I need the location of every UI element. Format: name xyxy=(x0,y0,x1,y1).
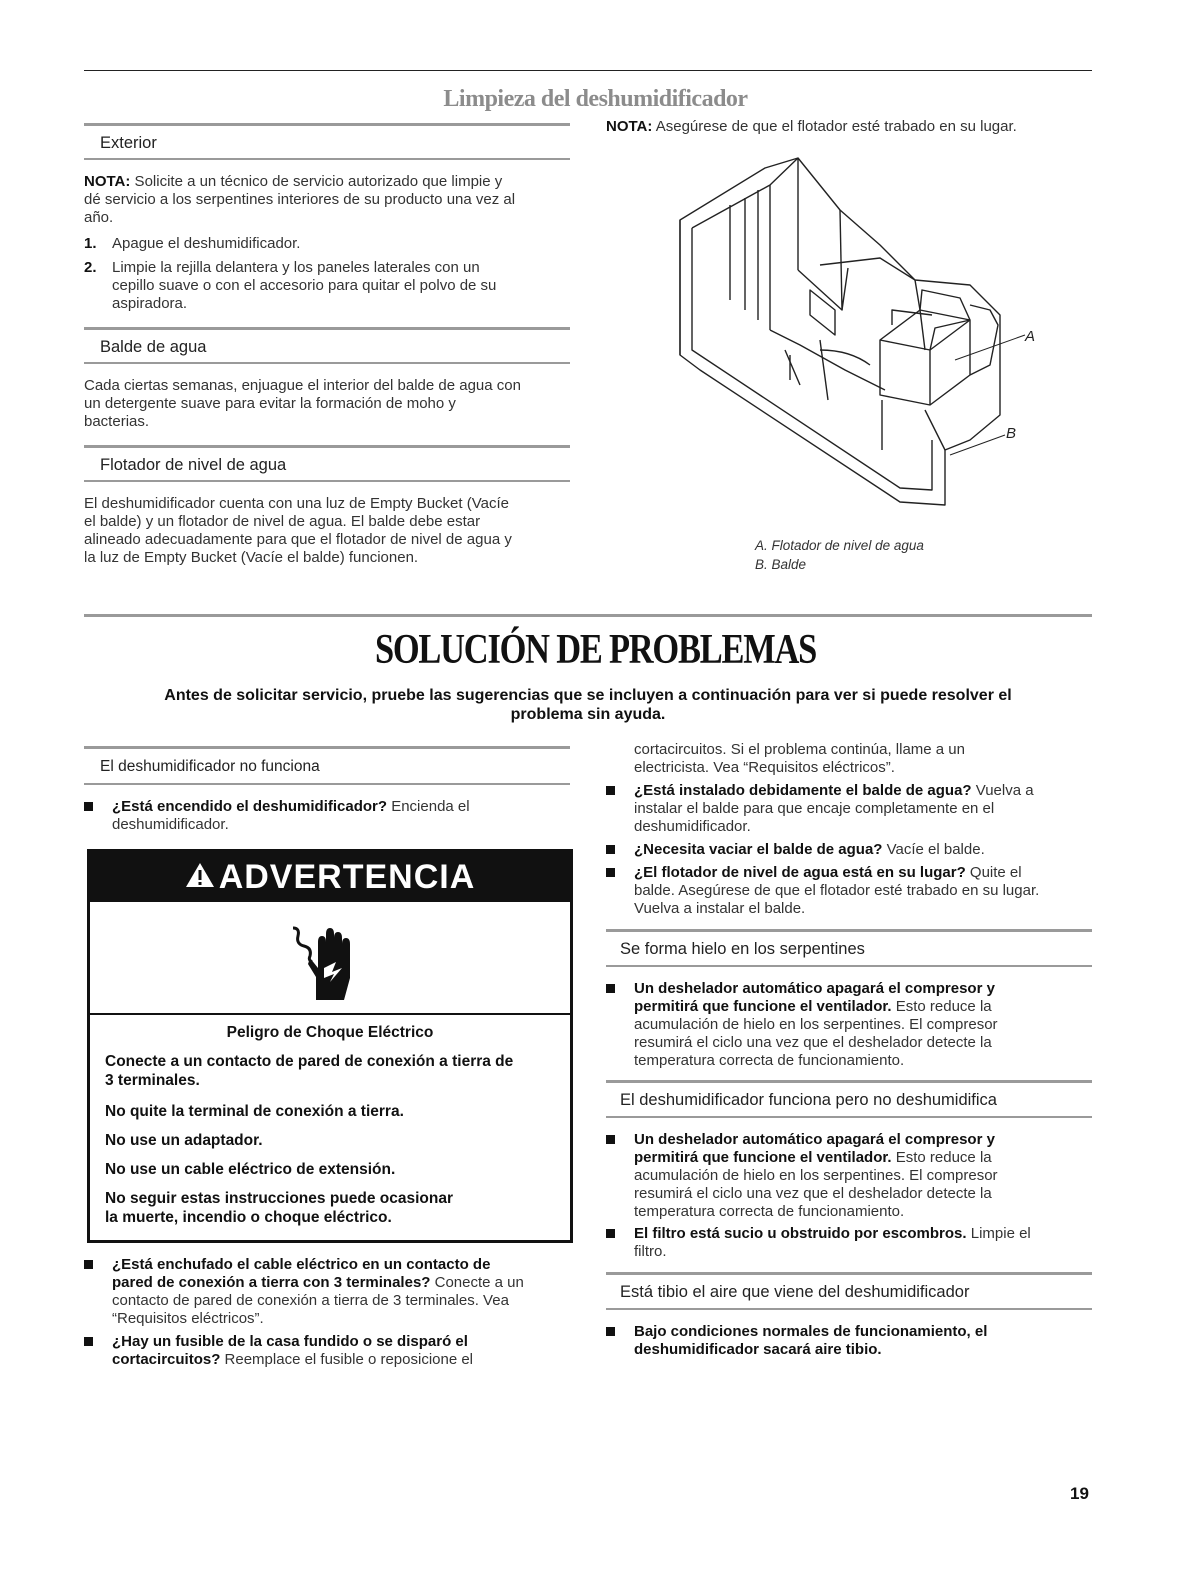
warning-line: Conecte a un contacto de pared de conexión a tierra de xyxy=(105,1053,514,1070)
warning-box xyxy=(87,849,573,1243)
bucket-heading: Balde de agua xyxy=(100,338,207,356)
s1-bullet-2 xyxy=(84,1256,570,1328)
warning-line: No seguir estas instrucciones puede ocasionar xyxy=(105,1190,454,1207)
s2-rule-top xyxy=(606,929,1092,932)
note-text: Asegúrese de que el flotador esté trabado en su lugar. xyxy=(652,118,1017,135)
warning-line: 3 terminales. xyxy=(105,1072,200,1089)
bullet-line: Un deshelador automático apagará el compresor y xyxy=(634,980,995,997)
bullet-line: instalar el balde para que encaje completamente en el xyxy=(634,800,995,817)
bullet-line: Bajo condiciones normales de funcionamiento, el xyxy=(634,1323,988,1340)
bullet-text xyxy=(112,1256,524,1328)
note-text: Solicite a un técnico de servicio autorizado que limpie y xyxy=(130,173,503,190)
s1-heading: El deshumidificador no funciona xyxy=(100,758,320,775)
bullet-line: temperatura correcta de funcionamiento. xyxy=(634,1052,905,1069)
step-number: 1. xyxy=(84,235,97,252)
troubleshooting-intro xyxy=(84,686,1092,724)
bullet-square xyxy=(606,984,615,993)
bullet-span: Vacíe el balde. xyxy=(882,841,985,858)
bullet-bold: pared de conexión a tierra con 3 terminales? xyxy=(112,1274,431,1291)
bullet-square xyxy=(606,1229,615,1238)
page-number: 19 xyxy=(1070,1484,1089,1503)
note-line2: dé servicio a los serpentines interiores de su producto una vez al xyxy=(84,191,516,208)
s2-heading: Se forma hielo en los serpentines xyxy=(620,940,865,958)
s4-heading: Está tibio el aire que viene del deshumidificador xyxy=(620,1283,970,1301)
bullet-square xyxy=(606,845,615,854)
bullet-bold: cortacircuitos? xyxy=(112,1351,221,1368)
bucket-text xyxy=(84,377,570,431)
bullet-bold: ¿Está encendido el deshumidificador? xyxy=(112,798,388,815)
s3-rule-bottom xyxy=(606,1116,1092,1118)
s2-rule-bottom xyxy=(606,965,1092,967)
troubleshooting-rule xyxy=(84,614,1092,617)
bullet-line: temperatura correcta de funcionamiento. xyxy=(634,1203,905,1220)
float-line: la luz de Empty Bucket (Vacíe el balde) funcionen. xyxy=(84,549,419,566)
bullet-text xyxy=(634,1131,998,1221)
caption-a: A. Flotador de nivel de agua xyxy=(755,538,924,553)
bullet-span: Reemplace el fusible o reposicione el xyxy=(220,1351,474,1368)
caption-b: B. Balde xyxy=(755,557,807,572)
bullet-line: balde. Asegúrese de que el flotador esté trabado en su lugar. xyxy=(634,882,1040,899)
bullet-square xyxy=(84,802,93,811)
float-text xyxy=(84,495,570,567)
s1-bullet-6 xyxy=(606,864,1092,918)
warning-hazard: Peligro de Choque Eléctrico xyxy=(226,1024,434,1041)
warning-divider xyxy=(90,1013,570,1015)
s4-bullet-1 xyxy=(606,1323,1092,1359)
exterior-rule-top xyxy=(84,123,570,126)
leader-a xyxy=(955,335,1025,360)
bullet-text xyxy=(634,1323,987,1359)
figure-caption xyxy=(755,536,924,574)
bullet-square xyxy=(84,1260,93,1269)
shock-hazard-icon xyxy=(290,922,360,1002)
s3-heading: El deshumidificador funciona pero no deshumidifica xyxy=(620,1091,997,1109)
bullet-line: Un deshelador automático apagará el compresor y xyxy=(634,1131,995,1148)
bullet-line: filtro. xyxy=(634,1243,667,1260)
warning-title: ADVERTENCIA xyxy=(218,858,476,896)
float-line: El deshumidificador cuenta con una luz de Empty Bucket (Vacíe xyxy=(84,495,509,512)
warning-divider xyxy=(90,900,570,902)
s1-bullet-1 xyxy=(84,798,570,834)
bullet-bold: permitirá que funcione el ventilador. xyxy=(634,998,892,1015)
intro-line: problema sin ayuda. xyxy=(510,706,666,723)
figure-label-a: A xyxy=(1025,328,1036,345)
note-line3: año. xyxy=(84,209,114,226)
bullet-span: Encienda el xyxy=(387,798,470,815)
float-line: el balde) y un flotador de nivel de agua. El balde debe estar xyxy=(84,513,481,530)
bullet-square xyxy=(606,1327,615,1336)
exterior-step-1 xyxy=(84,235,570,253)
warning-text-5 xyxy=(105,1189,453,1227)
section-title-troubleshooting: SOLUCIÓN DE PROBLEMAS xyxy=(374,627,817,673)
step-line: Limpie la rejilla delantera y los paneles laterales con un xyxy=(112,259,480,276)
note-label: NOTA: xyxy=(606,118,653,135)
float-rule-bottom xyxy=(84,480,570,482)
s1-continued xyxy=(634,741,1092,777)
warning-line: la muerte, incendio o choque eléctrico. xyxy=(105,1209,392,1226)
step-line: cepillo suave o con el accesorio para quitar el polvo de su xyxy=(112,277,497,294)
figure-label-b: B xyxy=(1006,425,1017,442)
float-line: alineado adecuadamente para que el flotador de nivel de agua y xyxy=(84,531,512,548)
warning-header xyxy=(90,852,570,900)
bucket-line: un detergente suave para evitar la formación de moho y xyxy=(84,395,456,412)
bullet-bold: ¿Está instalado debidamente el balde de agua? xyxy=(634,782,972,799)
bullet-line: acumulación de hielo en los serpentines. El compresor xyxy=(634,1016,998,1033)
bucket-rule-bottom xyxy=(84,362,570,364)
float-heading: Flotador de nivel de agua xyxy=(100,456,287,474)
bullet-text xyxy=(634,782,1034,836)
warning-text-4: No use un cable eléctrico de extensión. xyxy=(105,1161,396,1178)
bullet-line: ¿Está enchufado el cable eléctrico en un contacto de xyxy=(112,1256,491,1273)
bullet-span: Conecte a un xyxy=(430,1274,524,1291)
bullet-bold: ¿Necesita vaciar el balde de agua? xyxy=(634,841,883,858)
bullet-square xyxy=(606,868,615,877)
bullet-line: Vuelva a instalar el balde. xyxy=(634,900,806,917)
bullet-line: acumulación de hielo en los serpentines. El compresor xyxy=(634,1167,998,1184)
s3-bullet-1 xyxy=(606,1131,1092,1221)
s1-rule-bottom xyxy=(84,783,570,785)
bullet-bold: El filtro está sucio u obstruido por escombros. xyxy=(634,1225,967,1242)
bullet-square xyxy=(606,786,615,795)
exterior-step-2 xyxy=(84,259,570,319)
step-number: 2. xyxy=(84,259,97,276)
s2-bullet-1 xyxy=(606,980,1092,1070)
exterior-note xyxy=(84,173,570,227)
cont-line: electricista. Vea “Requisitos eléctricos”. xyxy=(634,759,895,776)
step-text xyxy=(112,259,496,313)
step-line: aspiradora. xyxy=(112,295,188,312)
float-rule-top xyxy=(84,445,570,448)
bullet-square xyxy=(84,1337,93,1346)
bullet-line: resumirá el ciclo una vez que el deshelador detecte la xyxy=(634,1034,992,1051)
s1-bullet-4 xyxy=(606,782,1092,836)
bullet-span: Esto reduce la xyxy=(891,1149,992,1166)
bullet-text xyxy=(112,798,470,834)
bullet-span: Esto reduce la xyxy=(891,998,992,1015)
s4-rule-top xyxy=(606,1272,1092,1275)
warning-text-1 xyxy=(105,1052,513,1090)
bullet-bold: ¿El flotador de nivel de agua está en su lugar? xyxy=(634,864,966,881)
bullet-text xyxy=(634,841,985,859)
bullet-bold: permitirá que funcione el ventilador. xyxy=(634,1149,892,1166)
bullet-span: Limpie el xyxy=(966,1225,1031,1242)
s1-rule-top xyxy=(84,746,570,749)
bucket-line: bacterias. xyxy=(84,413,150,430)
exterior-heading: Exterior xyxy=(100,134,157,152)
bullet-span: Vuelva a xyxy=(971,782,1034,799)
bullet-line: ¿Hay un fusible de la casa fundido o se disparó el xyxy=(112,1333,468,1350)
bullet-text xyxy=(634,1225,1031,1261)
float-note xyxy=(606,118,1092,136)
bullet-line: deshumidificador sacará aire tibio. xyxy=(634,1341,882,1358)
bullet-line: deshumidificador. xyxy=(634,818,751,835)
s3-rule-top xyxy=(606,1080,1092,1083)
bucket-illustration xyxy=(670,150,1050,520)
intro-line: Antes de solicitar servicio, pruebe las sugerencias que se incluyen a continuación para ver si puede resolver el xyxy=(164,687,1012,704)
cont-line: cortacircuitos. Si el problema continúa, llame a un xyxy=(634,741,965,758)
bullet-line: resumirá el ciclo una vez que el deshelador detecte la xyxy=(634,1185,992,1202)
bullet-line: contacto de pared de conexión a tierra de 3 terminales. Vea xyxy=(112,1292,509,1309)
section-title-cleaning: Limpieza del deshumidificador xyxy=(443,86,748,112)
s3-bullet-2 xyxy=(606,1225,1092,1261)
bucket-rule-top xyxy=(84,327,570,330)
bullet-span: Quite el xyxy=(965,864,1022,881)
warning-text-3: No use un adaptador. xyxy=(105,1132,263,1149)
s1-bullet-5 xyxy=(606,841,1092,859)
s4-rule-bottom xyxy=(606,1308,1092,1310)
warning-text-2: No quite la terminal de conexión a tierra. xyxy=(105,1103,404,1120)
warning-triangle-icon xyxy=(185,861,215,894)
bullet-text xyxy=(112,1333,473,1369)
bullet-line: “Requisitos eléctricos”. xyxy=(112,1310,264,1327)
note-label: NOTA: xyxy=(84,173,131,190)
bullet-text xyxy=(634,864,1039,918)
bullet-line: deshumidificador. xyxy=(112,816,229,833)
float-box xyxy=(880,310,970,405)
s1-bullet-3 xyxy=(84,1333,570,1369)
top-rule xyxy=(84,70,1092,71)
bullet-text xyxy=(634,980,998,1070)
step-text: Apague el deshumidificador. xyxy=(112,235,301,252)
exterior-rule-bottom xyxy=(84,158,570,160)
bucket-line: Cada ciertas semanas, enjuague el interior del balde de agua con xyxy=(84,377,521,394)
bullet-square xyxy=(606,1135,615,1144)
